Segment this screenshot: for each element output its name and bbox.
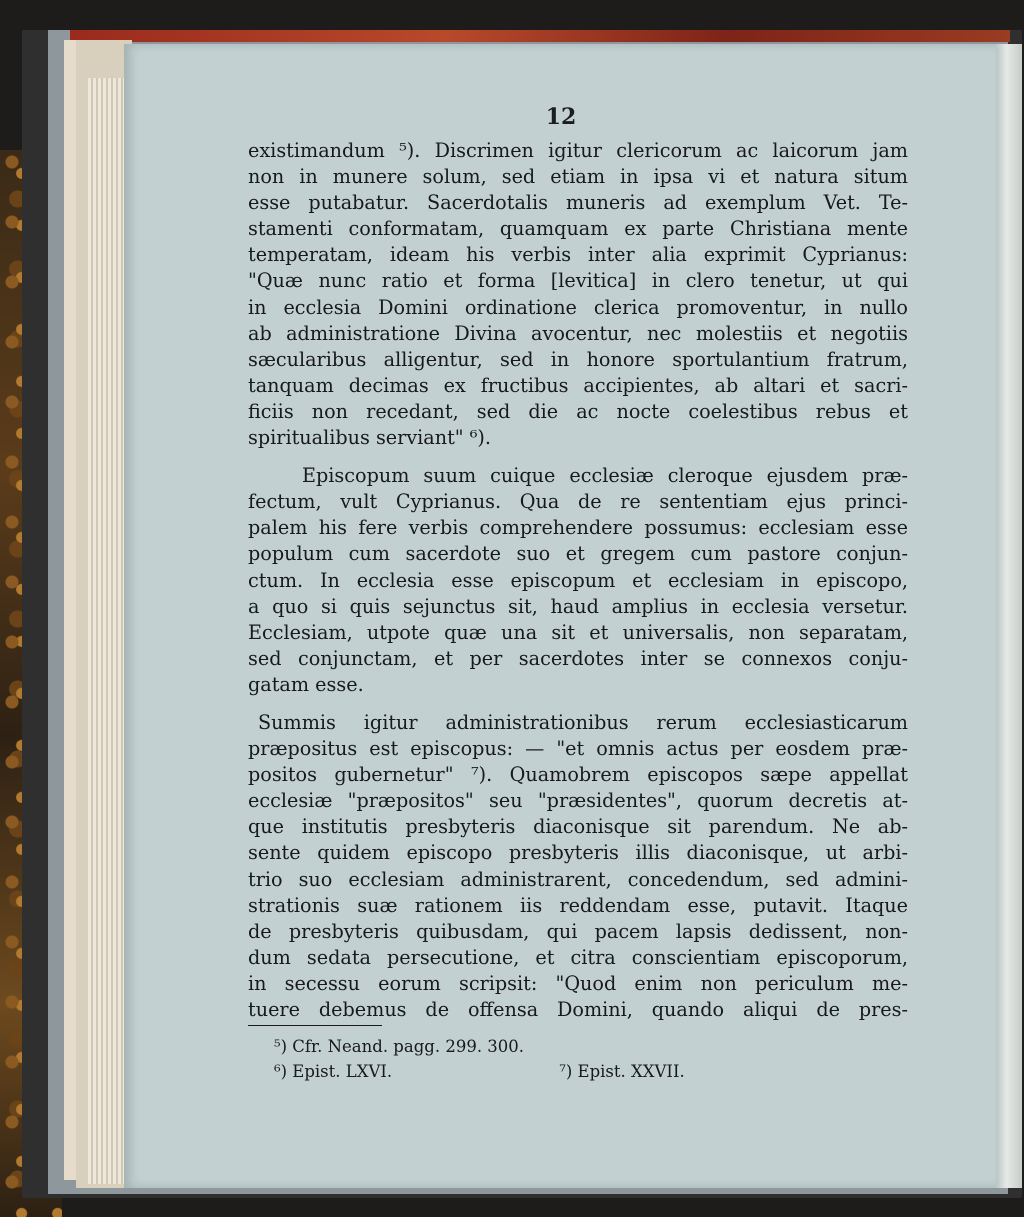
paragraph <box>248 138 908 451</box>
text-line: fectum, vult Cyprianus. Qua de re sententiam ejus princi- <box>248 490 908 514</box>
text-line: esse putabatur. Sacerdotalis muneris ad exemplum Vet. Te- <box>248 191 908 215</box>
text-line: non in munere solum, sed etiam in ipsa vi et natura situm <box>248 165 908 189</box>
text-line: sæcularibus alligentur, sed in honore sportulantium fratrum, <box>248 347 908 371</box>
text-line: tanquam decimas ex fructibus accipientes, ab altari et sacri- <box>248 373 908 397</box>
paragraphs <box>248 138 908 1023</box>
page-right-edge <box>996 44 1022 1188</box>
page-number: 12 <box>545 104 577 130</box>
footnote-5: ⁵) Cfr. Neand. pagg. 299. 300. <box>274 1037 525 1056</box>
paragraph <box>248 710 908 1023</box>
text-line: in ecclesia Domini ordinatione clerica promoventur, in nullo <box>248 295 908 319</box>
footnote-7: ⁷) Epist. XXVII. <box>559 1062 685 1081</box>
text-line: a quo si quis sejunctus sit, haud amplius in ecclesia versetur. <box>248 594 908 618</box>
paragraph <box>248 463 908 698</box>
text-line: spiritualibus serviant" ⁶). <box>248 426 492 450</box>
text-line: Summis igitur administrationibus rerum ecclesiasticarum <box>258 710 908 734</box>
footnotes <box>274 1034 834 1084</box>
text-line: ecclesiæ "præpositos" seu "præsidentes", quorum decretis at- <box>248 789 908 813</box>
text-line: existimandum ⁵). Discrimen igitur clericorum ac laicorum jam <box>248 139 908 162</box>
page-stack-edge <box>88 78 124 1184</box>
text-line: Episcopum suum cuique ecclesiæ cleroque ejusdem præ- <box>302 464 908 488</box>
footnote-row <box>274 1034 834 1059</box>
text-line: palem his fere verbis comprehendere possumus: ecclesiam esse <box>248 516 908 540</box>
text-line: strationis suæ rationem iis reddendam esse, putavit. Itaque <box>248 893 908 917</box>
text-line: de presbyteris quibusdam, qui pacem lapsis dedissent, non- <box>248 919 908 943</box>
text-line: tuere debemus de offensa Domini, quando aliqui de pres- <box>248 998 908 1021</box>
text-line: temperatam, ideam his verbis inter alia exprimit Cyprianus: <box>248 243 908 267</box>
footnote-6: ⁶) Epist. LXVI. <box>274 1062 393 1081</box>
text-line: præpositus est episcopus: — "et omnis actus per eosdem præ- <box>248 737 908 761</box>
book-page <box>124 44 998 1188</box>
text-line: stamenti conformatam, quamquam ex parte Christiana mente <box>248 217 908 241</box>
text-line: "Quæ nunc ratio et forma [levitica] in clero tenetur, ut qui <box>248 269 908 293</box>
footnote-rule <box>248 1025 382 1026</box>
body-text <box>248 138 908 1023</box>
text-line: dum sedata persecutione, et citra conscientiam episcoporum, <box>248 945 908 969</box>
footnote-row <box>274 1059 834 1084</box>
text-line: sed conjunctam, et per sacerdotes inter se connexos conju- <box>248 646 908 670</box>
text-line: que institutis presbyteris diaconisque sit parendum. Ne ab- <box>248 815 908 839</box>
text-line: ctum. In ecclesia esse episcopum et ecclesiam in episcopo, <box>248 568 908 592</box>
text-line: ab administratione Divina avocentur, nec molestiis et negotiis <box>248 321 908 345</box>
text-line: Ecclesiam, utpote quæ una sit et universalis, non separatam, <box>248 620 908 644</box>
text-line: trio suo ecclesiam administrarent, concedendum, sed admini- <box>248 867 908 891</box>
text-line: sente quidem episcopo presbyteris illis diaconisque, ut arbi- <box>248 841 908 865</box>
text-line: positos gubernetur" ⁷). Quamobrem episcopos sæpe appellat <box>248 763 908 787</box>
text-line: gatam esse. <box>248 672 364 696</box>
text-line: ficiis non recedant, sed die ac nocte coelestibus rebus et <box>248 399 908 423</box>
text-line: populum cum sacerdote suo et gregem cum pastore conjun- <box>248 542 908 566</box>
text-line: in secessu eorum scripsit: "Quod enim non periculum me- <box>248 971 908 995</box>
red-page-edge <box>70 30 1010 42</box>
